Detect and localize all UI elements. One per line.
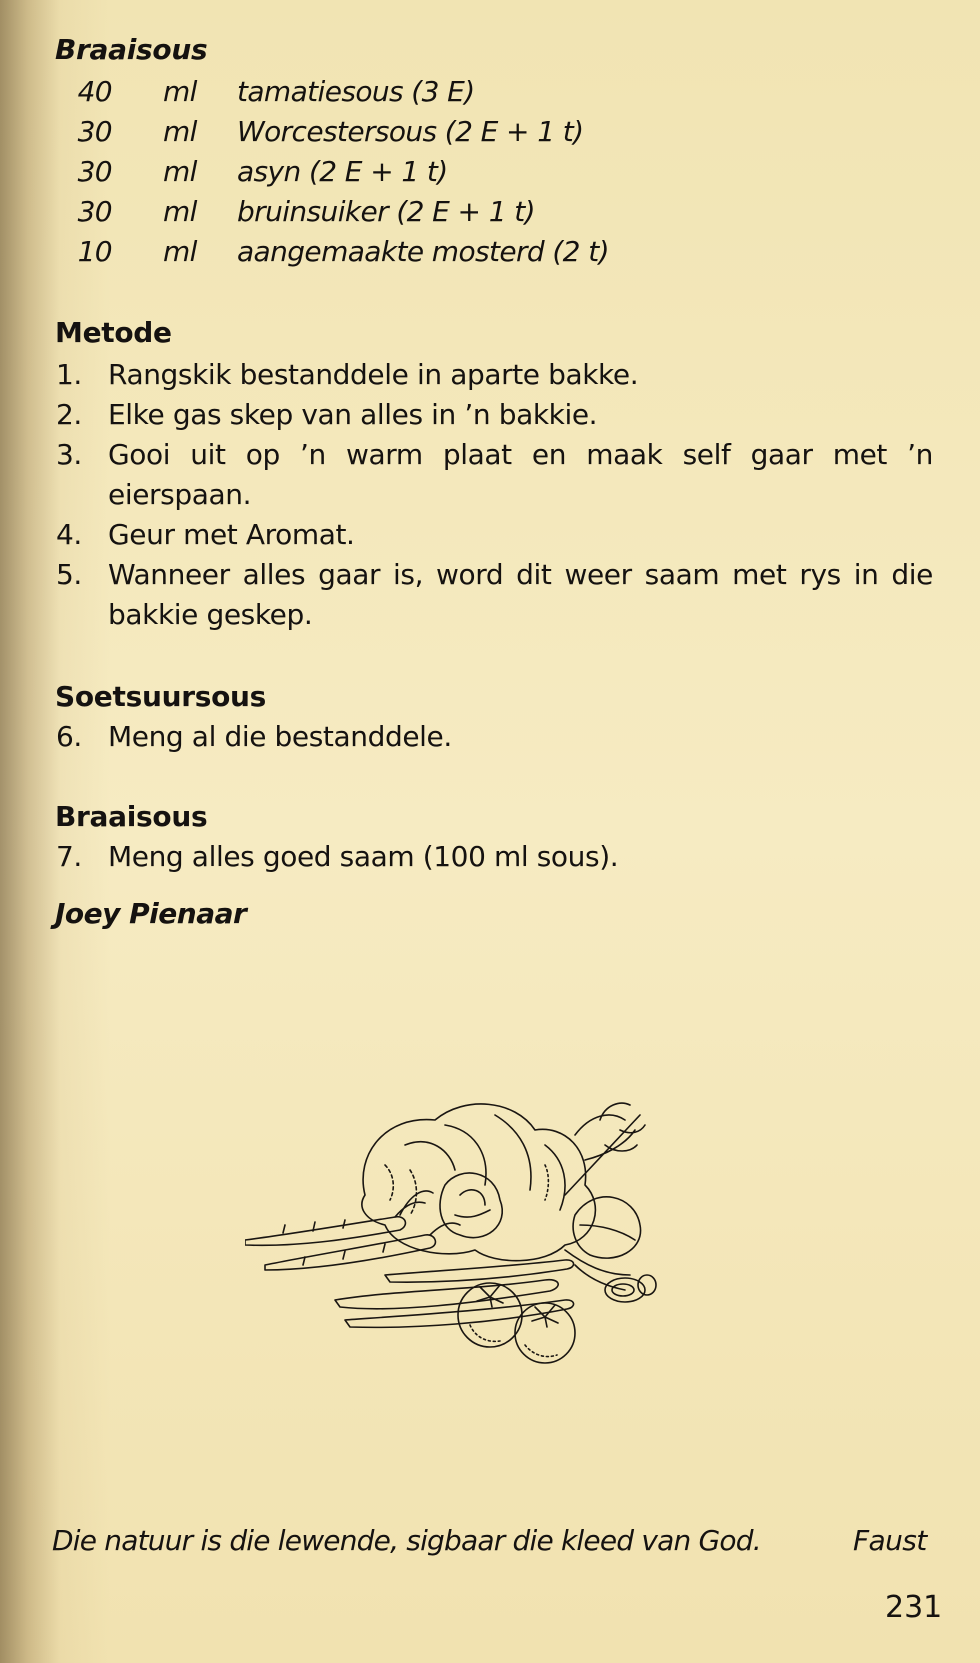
quote-source: Faust	[853, 1524, 927, 1557]
braaisous-heading: Braaisous	[55, 33, 208, 66]
ingredient-unit: ml	[163, 235, 197, 268]
soetsuursous-heading: Soetsuursous	[55, 680, 267, 713]
vegetables-illustration	[245, 1075, 725, 1365]
ingredient-qty: 30	[77, 115, 112, 148]
ingredient-unit: ml	[163, 75, 197, 108]
metode-heading: Metode	[55, 316, 172, 349]
ingredient-unit: ml	[163, 155, 197, 188]
step-number: 4.	[56, 518, 82, 551]
ingredient-qty: 30	[77, 195, 112, 228]
ingredient-name: Worcestersous (2 E + 1 t)	[237, 115, 584, 148]
step-text: Wanneer alles gaar is, word dit weer saam met rys in die	[108, 558, 933, 591]
step-text: Geur met Aromat.	[108, 518, 355, 551]
step-number: 3.	[56, 438, 82, 471]
step-number: 6.	[56, 720, 82, 753]
step-number: 1.	[56, 358, 82, 391]
step-text-continued: bakkie geskep.	[108, 598, 313, 631]
step-text-continued: eierspaan.	[108, 478, 252, 511]
ingredient-name: aangemaakte mosterd (2 t)	[237, 235, 609, 268]
step-number: 2.	[56, 398, 82, 431]
ingredient-unit: ml	[163, 115, 197, 148]
step-text: Elke gas skep van alles in ’n bakkie.	[108, 398, 598, 431]
braaisous-heading-2: Braaisous	[55, 800, 208, 833]
footer-quote: Die natuur is die lewende, sigbaar die kleed van God.	[52, 1524, 761, 1557]
page-number: 231	[885, 1590, 943, 1625]
step-number: 5.	[56, 558, 82, 591]
step-number: 7.	[56, 840, 82, 873]
step-text: Meng al die bestanddele.	[108, 720, 452, 753]
step-text: Rangskik bestanddele in aparte bakke.	[108, 358, 639, 391]
ingredient-unit: ml	[163, 195, 197, 228]
ingredient-name: bruinsuiker (2 E + 1 t)	[237, 195, 535, 228]
step-text: Gooi uit op ’n warm plaat en maak self gaar met ’n	[108, 438, 933, 471]
ingredient-qty: 10	[77, 235, 112, 268]
ingredient-qty: 30	[77, 155, 112, 188]
ingredient-name: asyn (2 E + 1 t)	[237, 155, 448, 188]
ingredient-name: tamatiesous (3 E)	[237, 75, 475, 108]
recipe-author: Joey Pienaar	[55, 897, 247, 930]
step-text: Meng alles goed saam (100 ml sous).	[108, 840, 619, 873]
ingredient-qty: 40	[77, 75, 112, 108]
